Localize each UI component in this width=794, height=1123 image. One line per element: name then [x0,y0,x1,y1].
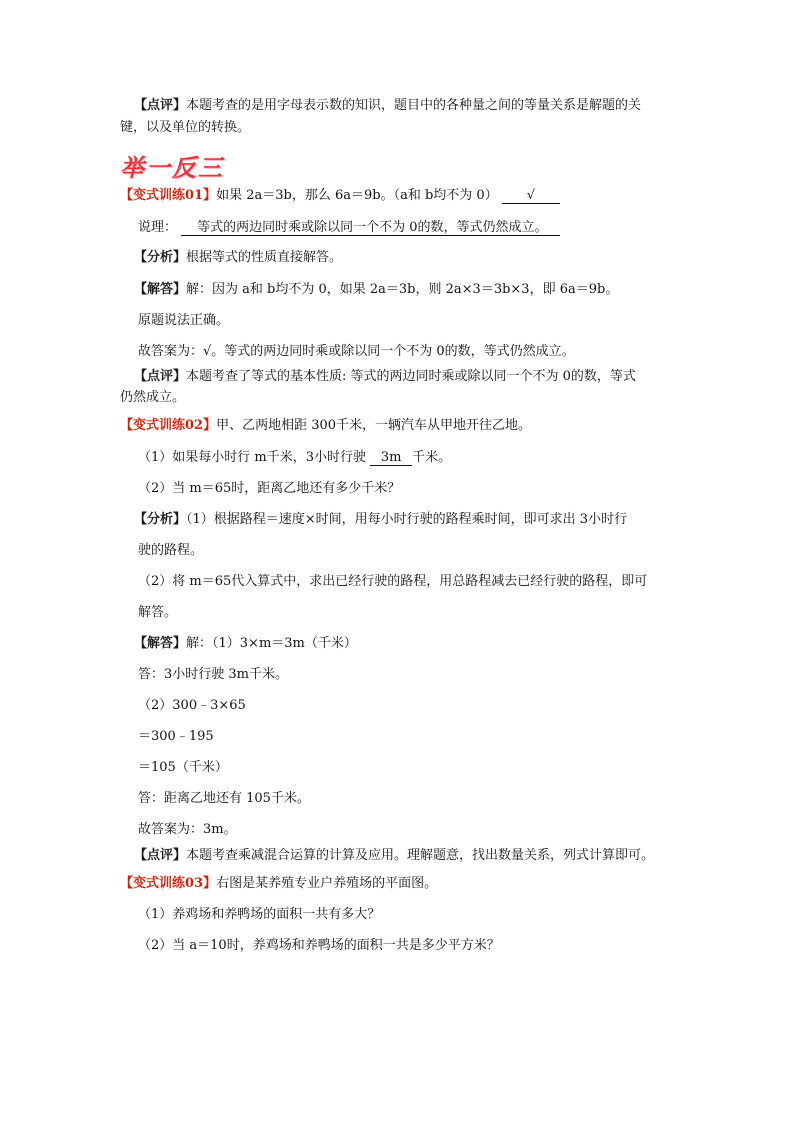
exercise-01-tag: 【变式训练01】 [120,188,217,203]
sub1-unit: 千米。 [412,450,452,465]
review-text: 本题考查乘减混合运算的计算及应用。理解题意，找出数量关系，列式计算即可。 [186,848,655,863]
analysis2-line2: 解答。 [138,605,178,620]
answer1: 答：3小时行驶 3m千米。 [138,667,289,682]
review-previous [134,98,641,114]
review-tag: 【点评】 [134,98,187,113]
exercise-03-sub2: （2）当 a＝10时，养鸡场和养鸭场的面积一共是多少平方米？ [138,938,500,953]
exercise-02-sub1 [138,450,451,466]
exercise-03-text: 右图是某养殖专业户养殖场的平面图。 [216,876,438,891]
exercise-03-tag: 【变式训练03】 [120,876,217,891]
analysis-text: 根据等式的性质直接解答。 [186,250,343,265]
sub1-text: （1）如果每小时行 m千米，3小时行驶 [138,450,367,465]
review-text-line1: 本题考查的是用字母表示数的知识，题目中的各种量之间的等量关系是解题的关 [186,98,642,113]
section-title: 举一反三 [120,154,224,182]
exercise-01-note [138,220,560,236]
solution2-step1: ＝300﹣195 [138,729,214,744]
solution-tag: 【解答】 [134,636,187,651]
review-text-line1: 本题考查了等式的基本性质: 等式的两边同时乘或除以同一个不为 0的数，等式 [186,369,636,384]
exercise-02-sub2: （2）当 m＝65时，距离乙地还有多少千米？ [138,481,401,496]
exercise-01-review-line2: 仍然成立。 [120,390,186,405]
analysis2-line1: （2）将 m＝65代入算式中，求出已经行驶的路程，用总路程减去已经行驶的路程，即可 [138,574,648,589]
solution-text: 解：因为 a和 b均不为 0，如果 2a＝3b，则 2a×3＝3b×3，即 6a＝9b。 [186,282,619,297]
exercise-01-solution [134,282,618,298]
analysis-tag: 【分析】 [134,250,187,265]
analysis1-line2: 驶的路程。 [138,543,204,558]
exercise-02-final-answer: 故答案为：3m。 [138,822,237,837]
exercise-01-analysis [134,250,342,266]
analysis1-line1: （1）根据路程＝速度×时间，用每小时行驶的路程乘时间，即可求出 3小时行 [186,512,628,527]
exercise-01-review [134,369,636,385]
sub1-blank: 3m [370,451,412,466]
review-text-line2: 键，以及单位的转换。 [120,120,251,135]
solution-tag: 【解答】 [134,282,187,297]
exercise-02-analysis [134,512,627,528]
solution2: （2）300﹣3×65 [138,698,246,713]
review-tag: 【点评】 [134,848,187,863]
exercise-03-question [120,876,437,892]
exercise-03-sub1: （1）养鸡场和养鸭场的面积一共有多大？ [138,907,381,922]
review-tag: 【点评】 [134,369,187,384]
exercise-01-answer-mark: √ [502,189,560,204]
exercise-01-question [120,188,560,204]
exercise-01-conclusion: 原题说法正确。 [138,313,230,328]
analysis-tag: 【分析】 [134,512,187,527]
note-label: 说理： [138,220,178,235]
exercise-02-text: 甲、乙两地相距 300千米，一辆汽车从甲地开往乙地。 [216,418,532,433]
solution2-step2: ＝105（千米） [138,760,228,775]
exercise-02-review [134,848,654,864]
exercise-02-solution [134,636,357,652]
exercise-02-question [120,418,531,434]
exercise-01-text: 如果 2a＝3b，那么 6a＝9b。（a和 b均不为 0） [216,188,498,203]
note-text: 等式的两边同时乘或除以同一个不为 0的数，等式仍然成立。 [181,221,559,236]
exercise-01-final-answer: 故答案为：√。等式的两边同时乘或除以同一个不为 0的数，等式仍然成立。 [138,344,575,359]
exercise-02-tag: 【变式训练02】 [120,418,217,433]
solution1-text: 解：（1）3×m＝3m（千米） [186,636,357,651]
answer2: 答：距离乙地还有 105千米。 [138,791,310,806]
